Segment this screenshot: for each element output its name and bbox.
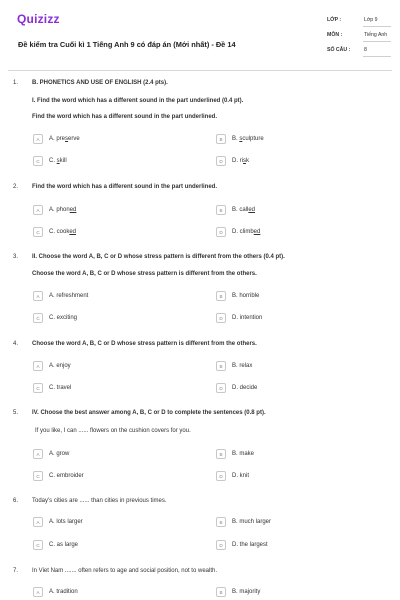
section-heading: II. Choose the word A, B, C or D whose stress pattern is different from the others (0.4 pt). bbox=[32, 254, 285, 260]
option-a[interactable] bbox=[33, 291, 193, 302]
option-d[interactable] bbox=[216, 156, 376, 167]
meta-value: Tiếng Anh bbox=[364, 32, 388, 38]
option-letter: C bbox=[33, 227, 43, 237]
document-title: Đề kiểm tra Cuối kì 1 Tiếng Anh 9 có đáp án (Mới nhất) - Đề 14 bbox=[18, 40, 236, 49]
option-a[interactable] bbox=[33, 205, 193, 216]
option-letter: C bbox=[33, 383, 43, 393]
question-number: 7. bbox=[13, 568, 19, 574]
meta-value: 8 bbox=[364, 47, 367, 53]
option-text: B. majority bbox=[232, 589, 261, 595]
option-c[interactable] bbox=[33, 313, 193, 324]
option-letter: A bbox=[33, 587, 43, 597]
option-text: A. preserve bbox=[49, 136, 80, 142]
option-text: A. grow bbox=[49, 451, 70, 457]
option-text: D. risk bbox=[232, 158, 249, 164]
option-c[interactable] bbox=[33, 383, 193, 394]
option-c[interactable] bbox=[33, 540, 193, 551]
subsection-heading: I. Find the word which has a different sound in the part underlined (0.4 pt). bbox=[32, 98, 244, 104]
option-d[interactable] bbox=[216, 383, 376, 394]
question-prompt: Find the word which has a different sound in the part underlined. bbox=[32, 184, 218, 190]
question-prompt: In Viet Nam ....... often refers to age and social position, not to wealth. bbox=[32, 568, 217, 574]
option-letter: B bbox=[216, 205, 226, 215]
option-text: C. skill bbox=[49, 158, 67, 164]
section-heading: B. PHONETICS AND USE OF ENGLISH (2.4 pts). bbox=[32, 80, 168, 86]
question-number: 6. bbox=[13, 498, 19, 504]
meta-label: MÔN : bbox=[327, 32, 343, 38]
option-letter: B bbox=[216, 291, 226, 301]
option-letter: D bbox=[216, 227, 226, 237]
option-letter: D bbox=[216, 383, 226, 393]
option-text: B. relax bbox=[232, 363, 253, 369]
option-b[interactable] bbox=[216, 449, 376, 460]
option-text: D. the largest bbox=[232, 542, 268, 548]
meta-label: SỐ CÂU : bbox=[327, 47, 351, 53]
option-letter: A bbox=[33, 134, 43, 144]
question-number: 1. bbox=[13, 80, 19, 86]
question-prompt: Choose the word A, B, C or D whose stress pattern is different from the others. bbox=[32, 271, 257, 277]
option-text: D. intention bbox=[232, 315, 263, 321]
option-text: C. travel bbox=[49, 385, 72, 391]
option-text: C. as large bbox=[49, 542, 79, 548]
option-letter: A bbox=[33, 517, 43, 527]
question-number: 2. bbox=[13, 184, 19, 190]
meta-label: LỚP : bbox=[327, 17, 342, 23]
option-text: D. knit bbox=[232, 473, 250, 479]
option-text: A. tradition bbox=[49, 589, 78, 595]
meta-value: Lớp 9 bbox=[364, 17, 378, 23]
option-b[interactable] bbox=[216, 134, 376, 145]
option-a[interactable] bbox=[33, 134, 193, 145]
option-b[interactable] bbox=[216, 291, 376, 302]
question-prompt: Today's cities are ...... than cities in previous times. bbox=[32, 498, 167, 504]
question-number: 5. bbox=[13, 410, 19, 416]
option-b[interactable] bbox=[216, 587, 376, 598]
option-c[interactable] bbox=[33, 471, 193, 482]
option-text: C. exciting bbox=[49, 315, 78, 321]
option-a[interactable] bbox=[33, 587, 193, 598]
option-text: A. refreshment bbox=[49, 293, 89, 299]
option-d[interactable] bbox=[216, 540, 376, 551]
question-prompt: Find the word which has a different sound in the part underlined. bbox=[32, 114, 218, 120]
option-letter: C bbox=[33, 471, 43, 481]
option-letter: B bbox=[216, 449, 226, 459]
option-text: A. enjoy bbox=[49, 363, 71, 369]
question-number: 4. bbox=[13, 341, 19, 347]
option-c[interactable] bbox=[33, 156, 193, 167]
section-heading: IV. Choose the best answer among A, B, C or D to complete the sentences (0.8 pt). bbox=[32, 410, 266, 416]
option-a[interactable] bbox=[33, 449, 193, 460]
option-text: D. decide bbox=[232, 385, 258, 391]
option-text: B. called bbox=[232, 207, 256, 213]
worksheet-header bbox=[8, 8, 392, 71]
option-text: A. lots larger bbox=[49, 519, 83, 525]
option-b[interactable] bbox=[216, 517, 376, 528]
option-b[interactable] bbox=[216, 205, 376, 216]
option-text: B. sculpture bbox=[232, 136, 264, 142]
option-letter: A bbox=[33, 449, 43, 459]
question-number: 3. bbox=[13, 254, 19, 260]
option-d[interactable] bbox=[216, 313, 376, 324]
option-d[interactable] bbox=[216, 471, 376, 482]
option-letter: D bbox=[216, 156, 226, 166]
question-prompt: Choose the word A, B, C or D whose stress pattern is different from the others. bbox=[32, 341, 257, 347]
option-letter: A bbox=[33, 205, 43, 215]
option-letter: D bbox=[216, 540, 226, 550]
question-prompt: If you like, I can ...... flowers on the cushion covers for you. bbox=[35, 428, 191, 434]
option-letter: C bbox=[33, 313, 43, 323]
option-letter: C bbox=[33, 156, 43, 166]
option-c[interactable] bbox=[33, 227, 193, 238]
option-letter: C bbox=[33, 540, 43, 550]
option-letter: A bbox=[33, 291, 43, 301]
option-text: A. phoned bbox=[49, 207, 77, 213]
quizizz-logo: Quizizz bbox=[17, 12, 60, 26]
option-letter: B bbox=[216, 134, 226, 144]
option-text: B. horrible bbox=[232, 293, 260, 299]
option-letter: A bbox=[33, 361, 43, 371]
option-text: D. climbed bbox=[232, 229, 261, 235]
option-letter: B bbox=[216, 587, 226, 597]
option-text: B. much larger bbox=[232, 519, 272, 525]
option-d[interactable] bbox=[216, 227, 376, 238]
option-letter: B bbox=[216, 517, 226, 527]
option-text: C. embroider bbox=[49, 473, 84, 479]
option-letter: D bbox=[216, 471, 226, 481]
option-b[interactable] bbox=[216, 361, 376, 372]
option-letter: D bbox=[216, 313, 226, 323]
option-text: C. cooked bbox=[49, 229, 77, 235]
option-letter: B bbox=[216, 361, 226, 371]
option-text: B. make bbox=[232, 451, 255, 457]
option-a[interactable] bbox=[33, 517, 193, 528]
option-a[interactable] bbox=[33, 361, 193, 372]
